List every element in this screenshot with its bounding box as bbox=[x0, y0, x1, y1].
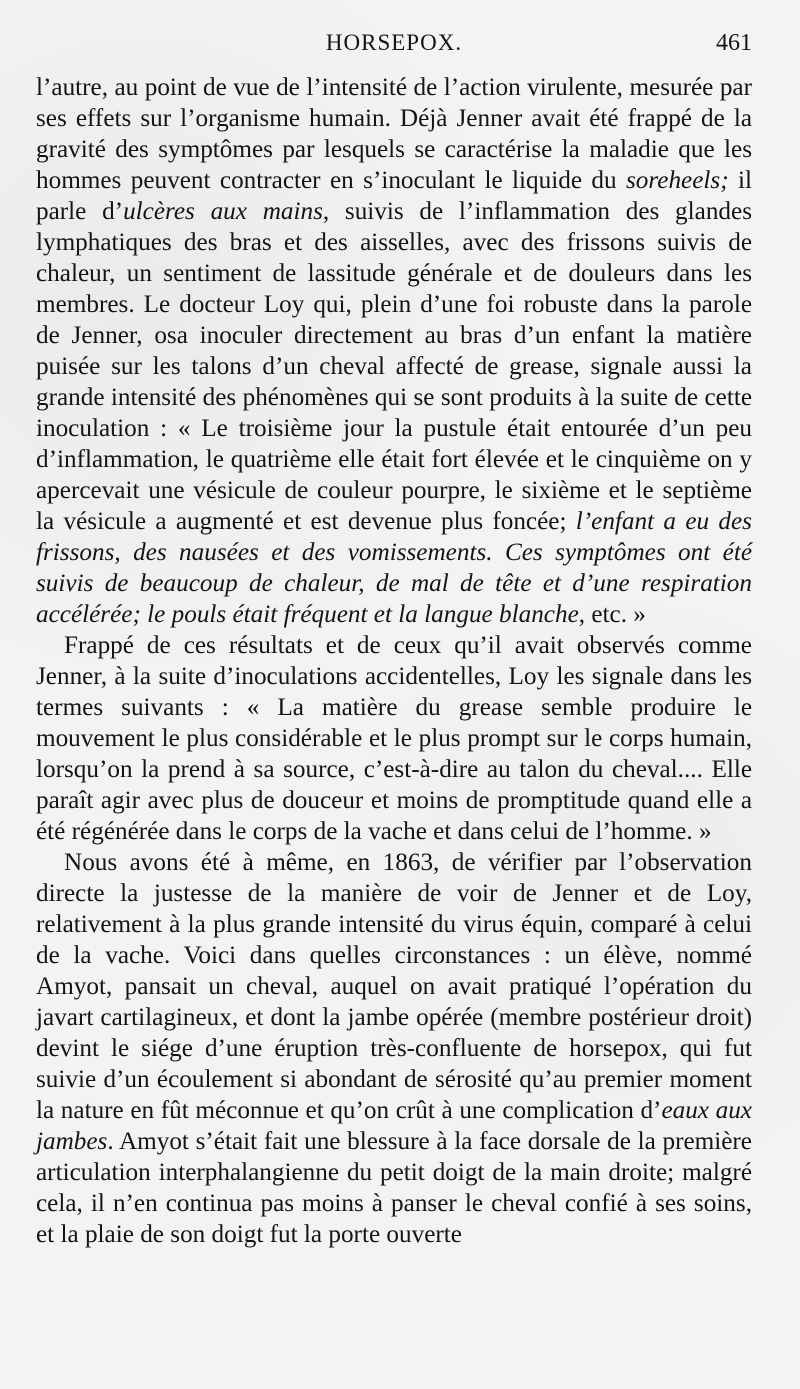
paragraph-2-text-1: Frappé de ces résultats et de ceux qu’il avait observés comme Jenner, à la suite d’inoculations accidentelles, Loy les signale dans les termes suivants : « La matière du grease semble produire le mouvement le plus considérable et le plus prompt sur le corps humain, lorsqu’on la prend à sa source, c’est-à-dire au talon du cheval.... Elle paraît agir avec plus de douceur et moins de promptitude quand elle a été régénérée dans le corps de la vache et dans celui de l’homme. » bbox=[36, 632, 752, 845]
paragraph-1-italic-2: ulcères aux mains bbox=[123, 198, 323, 225]
paragraph-3-italic-1: eaux aux jambes bbox=[36, 1097, 752, 1155]
paragraph-1-italic-3: l’enfant a eu des frissons, des nausées et des vomissements. Ces symptômes ont été suivis de beaucoup de chaleur, de mal de tête et d’une respiration accélérée; le pouls était fréquent et la langue blanche bbox=[36, 508, 752, 628]
paragraph-1-text-3: , suivis de l’inflammation des glandes lymphatiques des bras et des aisselles, avec des frissons suivis de chaleur, un sentiment de lassitude générale et de douleurs dans les membres. Le docteur Loy qui, plein d’une foi robuste dans la parole de Jenner, osa inoculer directement au bras d’un enfant la matière puisée sur les talons d’un cheval affecté de grease, signale aussi la grande intensité des phénomènes qui se sont produits à la suite de cette inoculation : « Le troisième jour la pustule était entourée d’un peu d’inflammation, le quatrième elle était fort élevée et le cinquième on y apercevait une vésicule de couleur pourpre, le sixième et le septième la vésicule a augmenté et est devenue plus foncée; bbox=[36, 198, 752, 535]
paragraph-1-italic-1: soreheels; bbox=[626, 167, 729, 194]
paragraph-1-text-1: l’autre, au point de vue de l’intensité de l’action virulente, mesurée par ses effets sur l’organisme humain. Déjà Jenner avait été frappé de la gravité des symptômes par lesquels se caractérise la maladie que les hommes peuvent contracter en s’inoculant le liquide du bbox=[36, 74, 752, 194]
running-title: HORSEPOX. bbox=[325, 30, 463, 55]
paragraph-1 bbox=[36, 72, 752, 630]
running-head bbox=[36, 28, 752, 72]
paragraph-3-text-1: Nous avons été à même, en 1863, de vérifier par l’observation directe la justesse de la manière de voir de Jenner et de Loy, relativement à la plus grande intensité du virus équin, comparé à celui de la vache. Voici dans quelles circonstances : un élève, nommé Amyot, pansait un cheval, auquel on avait pratiqué l’opération du javart cartilagineux, et dont la jambe opérée (membre postérieur droit) devint le siége d’une éruption très-confluente de horsepox, qui fut suivie d’un écoulement si abondant de sérosité qu’au premier moment la nature en fût méconnue et qu’on crût à une complication d’ bbox=[36, 849, 752, 1124]
paragraph-2 bbox=[36, 630, 752, 847]
body-text bbox=[36, 72, 752, 1250]
paragraph-3-text-2: . Amyot s’était fait une blessure à la face dorsale de la première articulation interphalangienne du petit doigt de la main droite; malgré cela, il n’en continua pas moins à panser le cheval confié à ses soins, et la plaie de son doigt fut la porte ouverte bbox=[36, 1128, 752, 1248]
page-number: 461 bbox=[716, 30, 752, 56]
paragraph-3 bbox=[36, 847, 752, 1250]
paragraph-1-text-2: il parle d’ bbox=[36, 167, 752, 225]
paragraph-1-text-4: , etc. » bbox=[578, 601, 646, 628]
